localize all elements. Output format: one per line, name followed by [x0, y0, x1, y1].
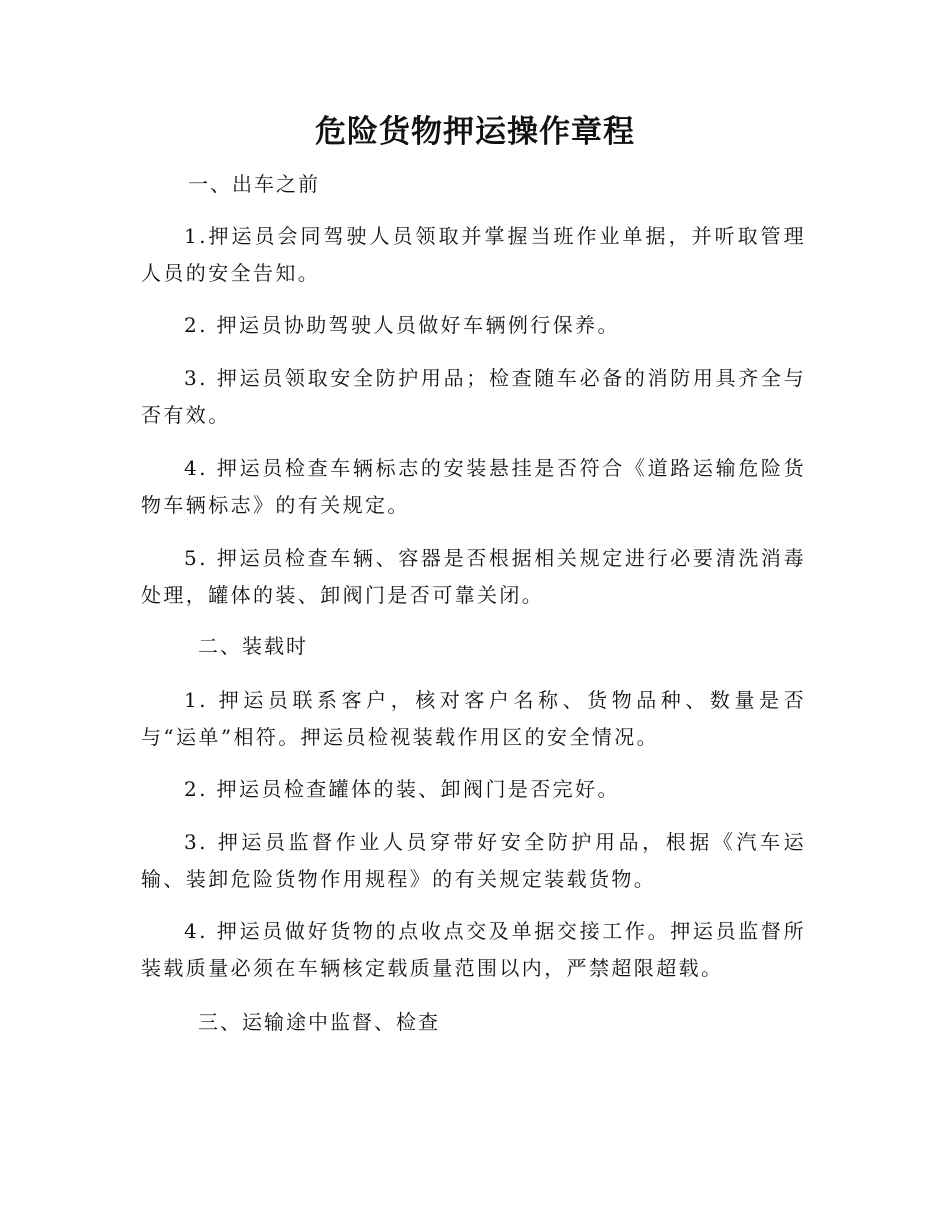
section-1-item-1: 1.押运员会同驾驶人员领取并掌握当班作业单据，并听取管理人员的安全告知。 — [141, 224, 806, 285]
section-2-item-4: 4. 押运员做好货物的点收点交及单据交接工作。押运员监督所装载质量必须在车辆核定载质量范围以内，严禁超限超载。 — [141, 919, 806, 980]
section-2-item-1: 1. 押运员联系客户，核对客户名称、货物品种、数量是否与“运单”相符。押运员检视装载作用区的安全情况。 — [141, 688, 806, 749]
section-heading-2: 二、装载时 — [198, 634, 308, 658]
section-1-item-5: 5. 押运员检查车辆、容器是否根据相关规定进行必要清洗消毒处理，罐体的装、卸阀门是否可靠关闭。 — [141, 546, 806, 607]
section-1-item-4: 4. 押运员检查车辆标志的安装悬挂是否符合《道路运输危险货物车辆标志》的有关规定。 — [141, 456, 806, 517]
section-2-item-2: 2. 押运员检查罐体的装、卸阀门是否完好。 — [184, 777, 620, 801]
section-2-item-3: 3. 押运员监督作业人员穿带好安全防护用品，根据《汽车运输、装卸危险货物作用规程》的有关规定装载货物。 — [141, 830, 806, 891]
section-1-item-3: 3. 押运员领取安全防护用品；检查随车必备的消防用具齐全与否有效。 — [141, 366, 806, 427]
section-1-item-2: 2. 押运员协助驾驶人员做好车辆例行保养。 — [184, 313, 620, 337]
section-heading-1: 一、出车之前 — [188, 172, 320, 196]
section-heading-3: 三、运输途中监督、检查 — [198, 1010, 440, 1034]
document-title: 危险货物押运操作章程 — [315, 114, 635, 150]
